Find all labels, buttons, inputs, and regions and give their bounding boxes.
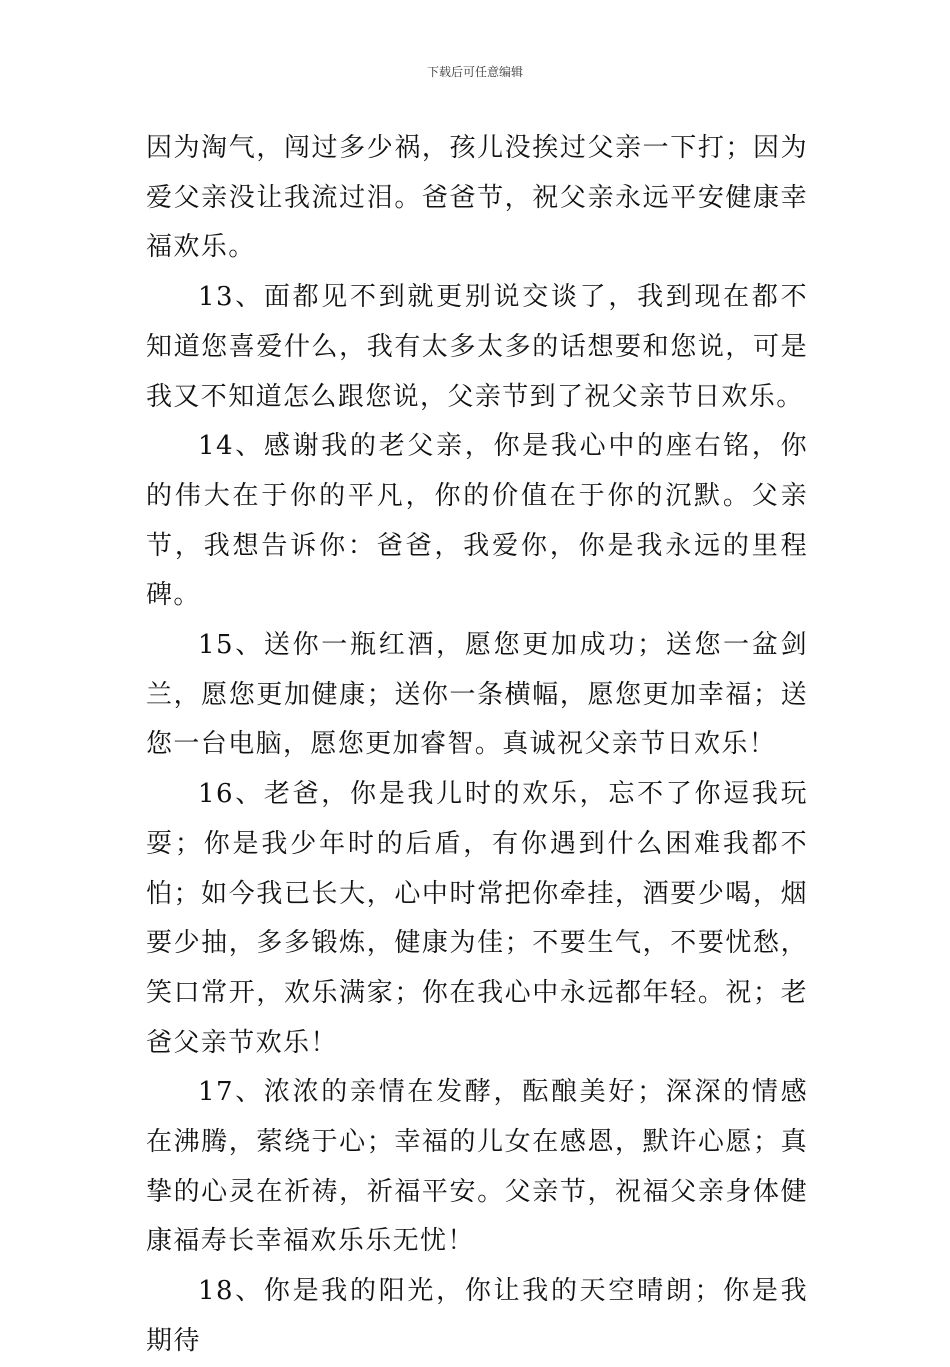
paragraph-18: 18、你是我的阳光，你让我的天空晴朗；你是我期待 xyxy=(146,1276,808,1356)
page-header: 下载后可任意编辑 xyxy=(426,65,523,79)
paragraph-13: 13、面都见不到就更别说交谈了，我到现在都不知道您喜爱什么，我有太多太多的话想要和您说，可是我又不知道怎么跟您说，父亲节到了祝父亲节日欢乐。 xyxy=(146,282,808,412)
paragraph-16: 16、老爸，你是我儿时的欢乐，忘不了你逗我玩耍；你是我少年时的后盾，有你遇到什么困难我都不怕；如今我已长大，心中时常把你牵挂，酒要少喝，烟要少抽，多多锻炼，健康为佳；不要生气，不要忧愁，笑口常开，欢乐满家；你在我心中永远都年轻。祝；老爸父亲节欢乐！ xyxy=(146,779,808,1058)
paragraph-14: 14、感谢我的老父亲，你是我心中的座右铭，你的伟大在于你的平凡，你的价值在于你的沉默。父亲节，我想告诉你：爸爸，我爱你，你是我永远的里程碑。 xyxy=(146,431,808,611)
paragraph-17: 17、浓浓的亲情在发酵，酝酿美好；深深的情感在沸腾，萦绕于心；幸福的儿女在感恩，默许心愿；真挚的心灵在祈祷，祈福平安。父亲节，祝福父亲身体健康福寿长幸福欢乐乐无忧！ xyxy=(146,1077,808,1257)
paragraph-continuation: 因为淘气，闯过多少祸，孩儿没挨过父亲一下打；因为爱父亲没让我流过泪。爸爸节，祝父亲永远平安健康幸福欢乐。 xyxy=(146,133,808,263)
document-body xyxy=(146,124,808,1367)
paragraph-15: 15、送你一瓶红酒，愿您更加成功；送您一盆剑兰，愿您更加健康；送你一条横幅，愿您更加幸福；送您一台电脑，愿您更加睿智。真诚祝父亲节日欢乐！ xyxy=(146,630,808,760)
